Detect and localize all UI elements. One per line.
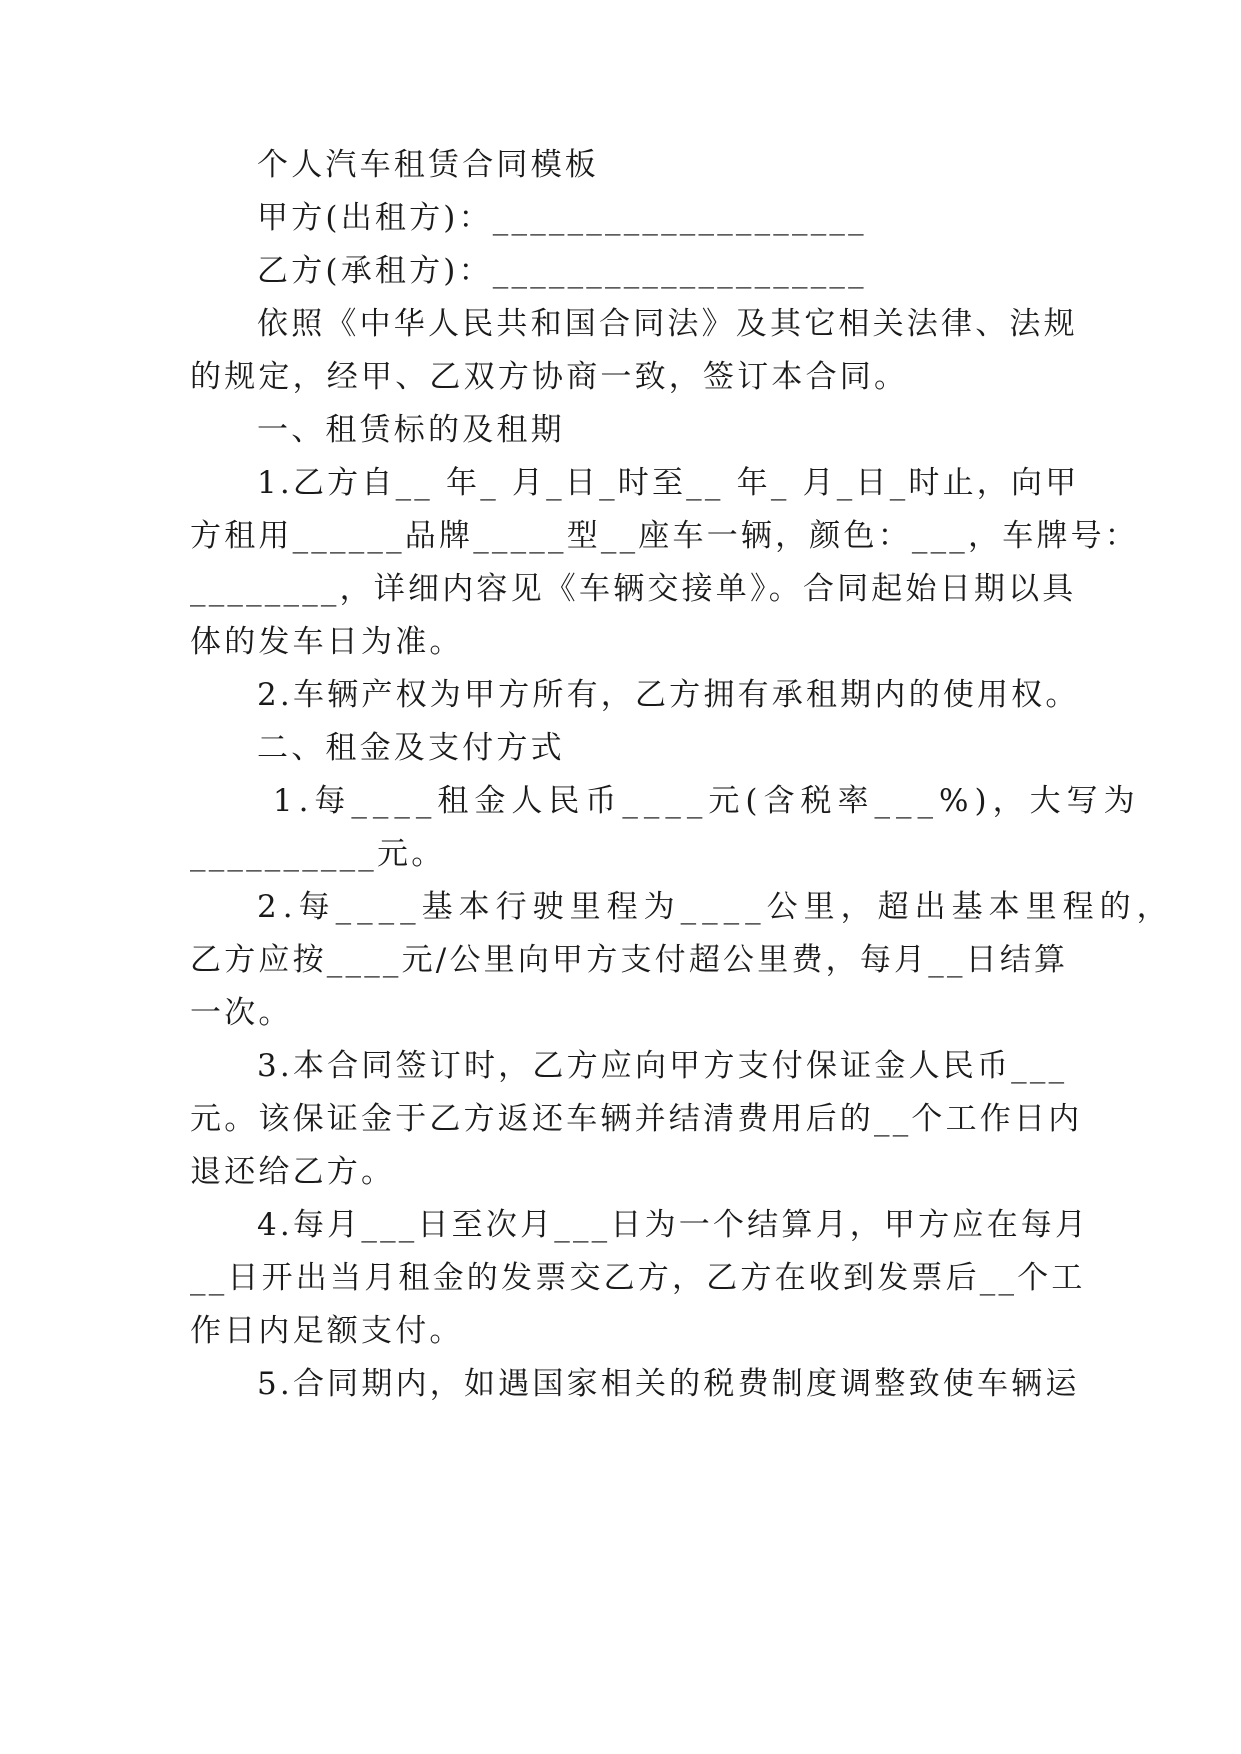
s2-item4-line-2: __日开出当月租金的发票交乙方，乙方在收到发票后__个工 xyxy=(190,1260,1086,1296)
party-a-line: 甲方(出租方)：____________________ xyxy=(257,200,867,236)
s2-item2-line-1: 2.每____基本行驶里程为____公里，超出基本里程的， xyxy=(257,889,1174,925)
s2-item2-line-2: 乙方应按____元/公里向甲方支付超公里费，每月__日结算 xyxy=(190,942,1069,978)
s2-item3-line-1: 3.本合同签订时，乙方应向甲方支付保证金人民币___ xyxy=(257,1048,1068,1084)
s1-item1-line-4: 体的发车日为准。 xyxy=(190,624,464,660)
section-2-heading: 二、租金及支付方式 xyxy=(257,730,565,766)
s1-item2-line: 2.车辆产权为甲方所有，乙方拥有承租期内的使用权。 xyxy=(257,677,1080,713)
s2-item3-line-2: 元。该保证金于乙方返还车辆并结清费用后的__个工作日内 xyxy=(190,1101,1083,1137)
s2-item4-line-1: 4.每月___日至次月___日为一个结算月，甲方应在每月 xyxy=(257,1207,1090,1243)
section-1-heading: 一、租赁标的及租期 xyxy=(257,412,565,448)
s2-item5-line-1: 5.合同期内，如遇国家相关的税费制度调整致使车辆运 xyxy=(257,1366,1080,1402)
s2-item2-line-3: 一次。 xyxy=(190,995,293,1031)
s2-item1-line-1: 1.每____租金人民币____元(含税率___%)，大写为 xyxy=(257,783,1141,819)
s2-item1-line-2: __________元。 xyxy=(190,836,446,872)
s2-item4-line-3: 作日内足额支付。 xyxy=(190,1313,464,1349)
preamble-line-1: 依照《中华人民共和国合同法》及其它相关法律、法规 xyxy=(257,306,1078,342)
s1-item1-line-1: 1.乙方自__ 年_ 月_日_时至__ 年_ 月_日_时止，向甲 xyxy=(257,465,1080,501)
s1-item1-line-2: 方租用______品牌_____型__座车一辆，颜色：___，车牌号： xyxy=(190,518,1139,554)
s2-item3-line-3: 退还给乙方。 xyxy=(190,1154,396,1190)
party-b-line: 乙方(承租方)：____________________ xyxy=(257,253,867,289)
preamble-line-2: 的规定，经甲、乙双方协商一致，签订本合同。 xyxy=(190,359,909,395)
document-title: 个人汽车租赁合同模板 xyxy=(257,147,599,183)
s1-item1-line-3: ________，详细内容见《车辆交接单》。合同起始日期以具 xyxy=(190,571,1077,607)
